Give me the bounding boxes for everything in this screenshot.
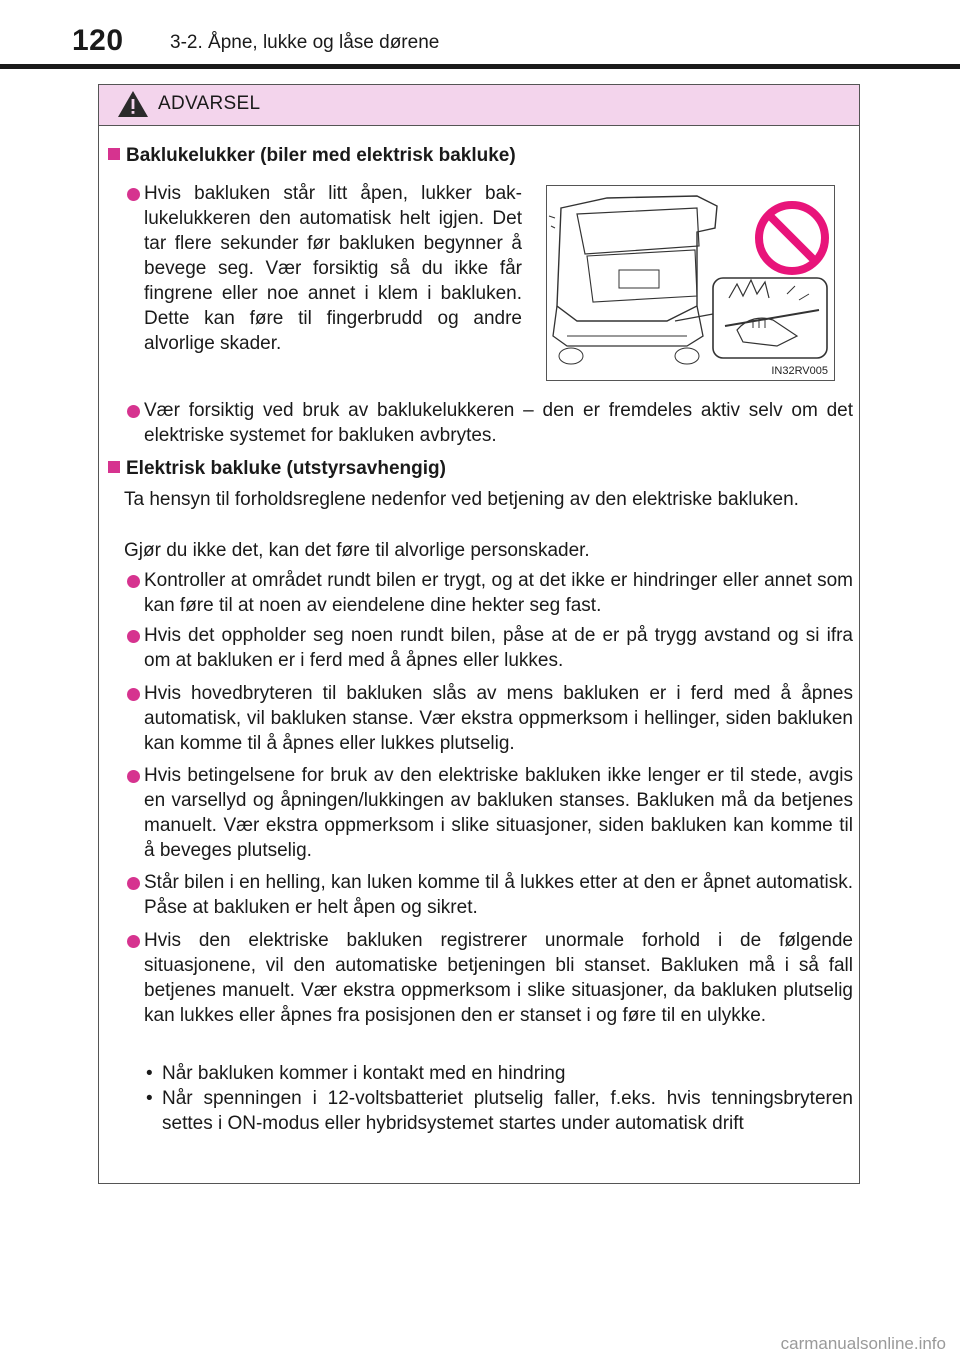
warning-triangle-icon xyxy=(117,90,149,118)
warning-header xyxy=(99,85,859,126)
power-tailgate-intro-1: Ta hensyn til forholdsreglene nedenfor ved betjening av den elektriske bakluken. xyxy=(124,489,799,510)
power-tailgate-bullet: Hvis hovedbryteren til bakluken slås av mens bakluken er i ferd med å åpnes automatisk, vil bakluken stanse. Vær ekstra oppmerksom i hellinger, siden bakluken kan komme til å åpnes eller lukkes plutselig. xyxy=(144,683,853,754)
bullet-dot-icon xyxy=(127,575,140,588)
warning-label: ADVARSEL xyxy=(158,93,261,114)
page-header xyxy=(0,0,960,70)
dash-marker: • xyxy=(146,1088,153,1109)
header-rule xyxy=(0,64,960,69)
bullet-dot-icon xyxy=(127,935,140,948)
bullet-dot-icon xyxy=(127,877,140,890)
closer-bullet-2: Vær forsiktig ved bruk av baklukelukkeren – den er fremdeles aktiv selv om det elektriske systemet for bakluken avbrytes. xyxy=(144,400,853,446)
closer-bullet-1: Hvis bakluken står litt åpen, lukker baklukelukkeren den automatisk helt igjen. Det tar flere sekunder før bakluken begynner å bevege seg. Vær forsiktig så du ikke får fingrene eller noe annet i klem i bakluken. Dette kan føre til fingerbrudd og andre alvorlige skader. xyxy=(144,183,522,354)
section-heading-text: Elektrisk bakluke (utstyrsavhengig) xyxy=(126,458,446,479)
power-tailgate-bullet: Står bilen i en helling, kan luken komme til å lukkes etter at den er åpnet automatisk. Påse at bakluken er helt åpen og sikret. xyxy=(144,872,853,918)
dash-item: Når bakluken kommer i kontakt med en hindring xyxy=(162,1063,566,1084)
power-tailgate-bullet: Hvis den elektriske bakluken registrerer unormale forhold i de følgende situasjonene, vil den automatiske betjeningen bli stanset. Bakluken må i så fall betjenes manuelt. Vær ekstra oppmerksom i slike situasjoner, da bakluken plutselig kan lukkes eller åpnes fra posisjonen den er stanset i og føre til en ulykke. xyxy=(144,930,853,1026)
figure-code: IN32RV005 xyxy=(771,365,828,377)
dash-item: Når spenningen i 12-voltsbatteriet plutselig faller, f.eks. hvis tenningsbryteren settes i ON-modus eller hybridsystemet startes under automatisk drift xyxy=(162,1088,853,1134)
square-bullet-icon xyxy=(108,148,120,160)
section-heading-closer xyxy=(108,145,516,167)
bullet-dot-icon xyxy=(127,688,140,701)
power-tailgate-bullet: Kontroller at området rundt bilen er trygt, og at det ikke er hindringer eller annet som kan føre til at noen av eiendelene dine hekter seg fast. xyxy=(144,570,853,616)
power-tailgate-bullet: Hvis det oppholder seg noen rundt bilen, påse at de er på trygg avstand og si ifra om at bakluken er i ferd med å åpnes eller lukkes. xyxy=(144,625,853,671)
bullet-dot-icon xyxy=(127,770,140,783)
watermark: carmanualsonline.info xyxy=(780,1334,946,1353)
bullet-dot-icon xyxy=(127,630,140,643)
bullet-dot-icon xyxy=(127,188,140,201)
dash-marker: • xyxy=(146,1063,153,1084)
power-tailgate-bullet: Hvis betingelsene for bruk av den elektriske bakluken ikke lenger er til stede, avgis en varsellyd og åpningen/lukkingen av bakluken stanses. Bakluken må da betjenes manuelt. Vær ekstra oppmerksom i slike situasjoner, siden bakluken kan komme til å beveges plutselig. xyxy=(144,765,853,861)
power-tailgate-intro-2: Gjør du ikke det, kan det føre til alvorlige personskader. xyxy=(124,540,590,561)
tailgate-pinch-illustration xyxy=(546,185,835,381)
section-title: 3-2. Åpne, lukke og låse dørene xyxy=(170,32,440,53)
square-bullet-icon xyxy=(108,461,120,473)
page-number: 120 xyxy=(72,24,124,57)
section-heading-power-tailgate xyxy=(108,458,446,480)
bullet-dot-icon xyxy=(127,405,140,418)
prohibition-icon xyxy=(752,198,832,278)
section-heading-text: Baklukelukker (biler med elektrisk bakluke) xyxy=(126,145,516,166)
